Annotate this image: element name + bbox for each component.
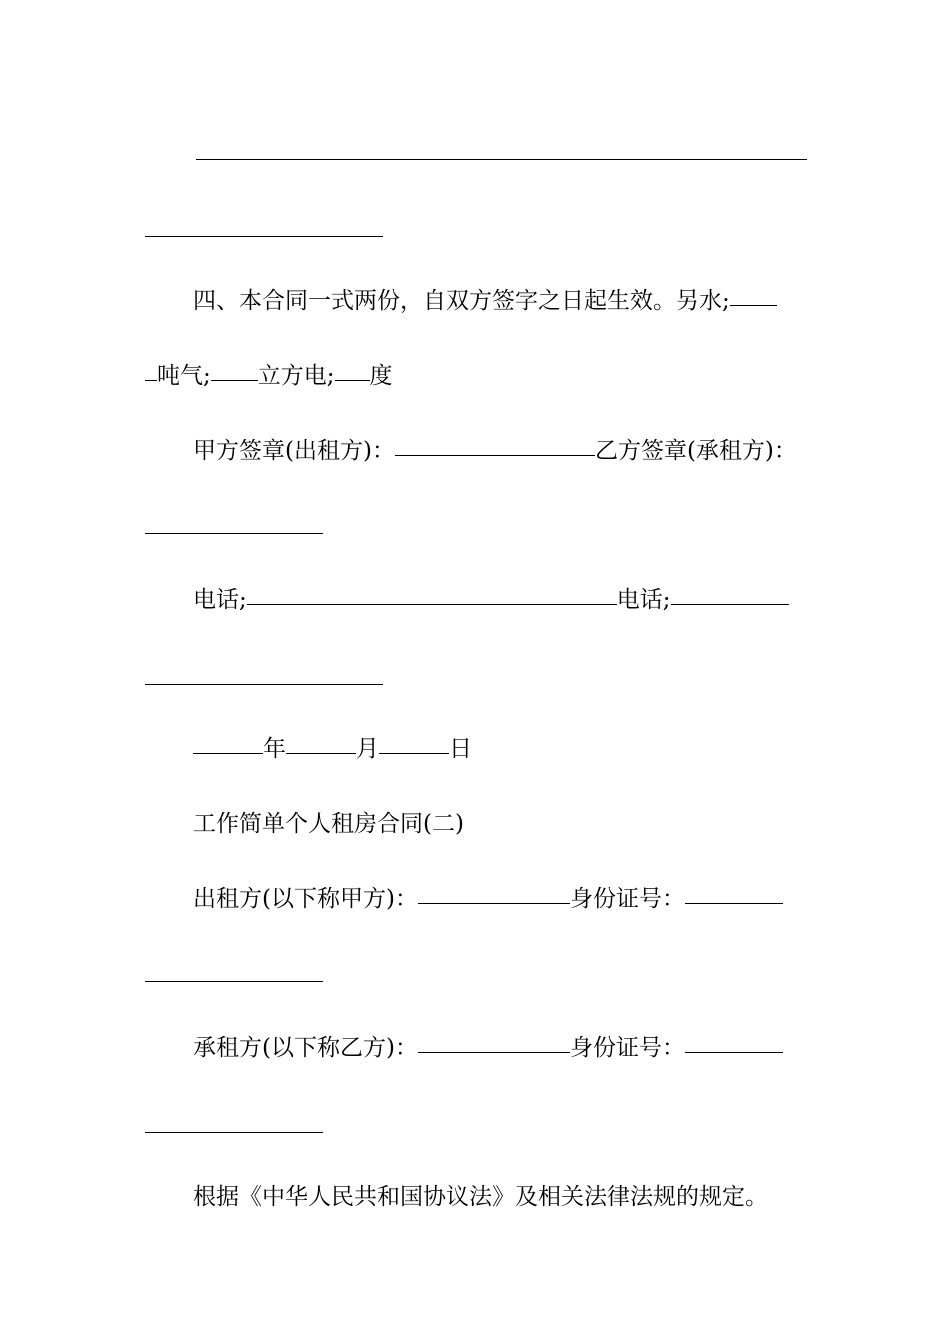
fill-line [145, 236, 383, 237]
electricity-blank [335, 379, 370, 381]
party-b-signature-label: 乙方签章(承租方)： [594, 438, 797, 464]
month-blank [286, 752, 356, 754]
water-blank [730, 304, 777, 306]
water-unit-text: 吨气; [157, 363, 211, 389]
fill-line [145, 1132, 323, 1133]
fill-line [196, 159, 807, 160]
lessor-line [193, 884, 783, 914]
contract-two-title [193, 809, 464, 839]
legal-basis-line [193, 1182, 768, 1212]
electricity-unit-text: 度 [369, 363, 393, 389]
phone-b-blank [671, 603, 789, 605]
year-label: 年 [263, 736, 286, 762]
lessee-id-blank [685, 1051, 783, 1053]
water-amount-blank [145, 379, 157, 381]
contract-two-title-text: 工作简单个人租房合同(二) [193, 811, 464, 837]
phone-b-label: 电话; [616, 587, 671, 613]
fill-line [145, 981, 323, 982]
month-label: 月 [356, 736, 379, 762]
lessee-label: 承租方(以下称乙方)： [193, 1035, 418, 1061]
day-blank [379, 752, 449, 754]
fill-line [145, 684, 383, 685]
party-a-signature-blank [395, 454, 595, 456]
year-blank [193, 752, 263, 754]
lessor-name-blank [418, 902, 570, 904]
day-label: 日 [449, 736, 472, 762]
clause-four-line [193, 286, 777, 316]
phone-a-label: 电话; [193, 587, 247, 613]
phone-line [193, 585, 789, 615]
lessor-id-blank [685, 902, 783, 904]
gas-blank [211, 379, 258, 381]
utilities-line [145, 361, 393, 391]
phone-a-blank [247, 603, 617, 605]
party-a-signature-label: 甲方签章(出租方)： [193, 438, 395, 464]
date-line [193, 734, 472, 764]
lessee-name-blank [418, 1051, 570, 1053]
legal-basis-text: 根据《中华人民共和国协议法》及相关法律法规的规定。 [193, 1184, 768, 1210]
lessee-line [193, 1033, 783, 1063]
signature-line [193, 436, 797, 466]
clause-four-text: 四、本合同一式两份，自双方签字之日起生效。另水; [193, 288, 730, 314]
lessor-id-label: 身份证号： [569, 886, 685, 912]
lessor-label: 出租方(以下称甲方)： [193, 886, 418, 912]
party-b-signature-blank [145, 533, 323, 534]
gas-unit-text: 立方电; [257, 363, 335, 389]
lessee-id-label: 身份证号： [569, 1035, 685, 1061]
